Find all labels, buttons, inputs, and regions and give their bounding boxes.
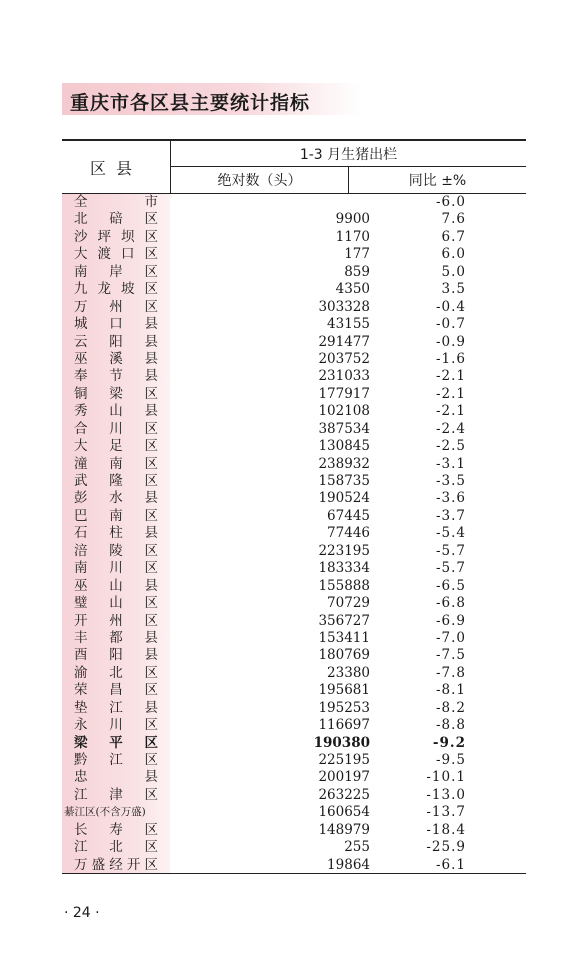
- table-row: [62, 299, 526, 316]
- row-label-cell: [62, 752, 170, 769]
- table-row: [62, 682, 526, 699]
- absolute-value: 263225: [318, 786, 370, 803]
- absolute-value: 102108: [318, 403, 370, 420]
- absolute-value: 43155: [327, 316, 370, 333]
- row-label-cell: [62, 508, 170, 525]
- yoy-value: -3.6: [435, 490, 466, 507]
- page-number: · 24 ·: [64, 905, 100, 921]
- absolute-value: 387534: [318, 420, 370, 437]
- district-name: 忠 县: [74, 769, 158, 786]
- district-name: 南 川 区: [74, 560, 158, 577]
- table-row: [62, 804, 526, 821]
- row-label-cell: [62, 246, 170, 263]
- row-label-cell: [62, 421, 170, 438]
- table-row: [62, 822, 526, 839]
- table-row: [62, 543, 526, 560]
- district-name: 巫 山 县: [74, 577, 158, 594]
- table-row: [62, 316, 526, 333]
- table-bottom-rule: [62, 873, 526, 874]
- district-name: 荣 昌 区: [74, 682, 158, 699]
- table-row: [62, 490, 526, 507]
- absolute-value: 180769: [318, 647, 370, 664]
- absolute-value: 203752: [318, 350, 370, 367]
- district-name: 石 柱 县: [74, 525, 158, 542]
- district-name: 铜 梁 区: [74, 385, 158, 402]
- row-label-cell: [62, 822, 170, 839]
- yoy-value: 6.0: [441, 246, 466, 263]
- absolute-value: 158735: [318, 473, 370, 489]
- row-label-cell: [62, 839, 170, 856]
- row-label-cell: [62, 473, 170, 490]
- row-label-cell: [62, 211, 170, 228]
- absolute-value: 291477: [318, 333, 370, 350]
- absolute-value: 155888: [318, 577, 370, 594]
- district-name: 潼 南 区: [74, 455, 158, 472]
- district-name: 全 市: [74, 194, 158, 210]
- table-row: [62, 438, 526, 455]
- column-header-absolute: 绝对数（头）: [217, 173, 302, 189]
- absolute-value: 303328: [318, 298, 370, 315]
- row-label-cell: [62, 682, 170, 699]
- absolute-value: 9900: [335, 211, 370, 228]
- district-name: 沙 坪 坝 区: [74, 228, 158, 245]
- yoy-value: -2.1: [435, 385, 466, 402]
- yoy-value: -6.8: [435, 595, 466, 612]
- absolute-value: 190380: [313, 734, 370, 751]
- district-name: 璧 山 区: [74, 595, 158, 612]
- yoy-value: -6.5: [435, 577, 466, 594]
- row-label-cell: [62, 264, 170, 281]
- row-label-cell: [62, 560, 170, 577]
- column-header-district: 区县: [89, 158, 142, 178]
- absolute-value: 177917: [318, 385, 370, 402]
- yoy-value: -10.1: [426, 769, 466, 786]
- table-row: [62, 595, 526, 612]
- row-label-cell: [62, 665, 170, 682]
- absolute-value: 195681: [318, 682, 370, 699]
- row-label-cell: [62, 368, 170, 385]
- district-name: 南 岸 区: [74, 263, 158, 280]
- table-row: [62, 351, 526, 368]
- district-name: 涪 陵 区: [74, 542, 158, 559]
- table-row: [62, 264, 526, 281]
- absolute-value: 190524: [318, 490, 370, 507]
- absolute-value: 183334: [318, 560, 370, 577]
- row-label-cell: [62, 281, 170, 298]
- absolute-value: 195253: [318, 699, 370, 716]
- yoy-value: -9.2: [432, 734, 466, 751]
- yoy-value: -6.1: [435, 856, 466, 873]
- district-name: 梁 平 区: [74, 734, 158, 751]
- absolute-value: 77446: [327, 525, 370, 542]
- row-label-cell: [62, 456, 170, 473]
- yoy-value: -0.9: [435, 333, 466, 350]
- page-title: 重庆市各区县主要统计指标: [70, 92, 311, 114]
- table-row: [62, 717, 526, 734]
- district-name: 长 寿 区: [74, 821, 158, 838]
- row-label-cell: [62, 386, 170, 403]
- row-label-cell: [62, 194, 170, 211]
- table-row: [62, 525, 526, 542]
- row-label-cell: [62, 334, 170, 351]
- yoy-value: -6.0: [435, 194, 466, 210]
- yoy-value: -5.7: [435, 560, 466, 577]
- table-row: [62, 578, 526, 595]
- row-label-cell: [62, 316, 170, 333]
- table-row: [62, 508, 526, 525]
- district-name: 大 渡 口 区: [74, 246, 158, 263]
- yoy-value: 3.5: [441, 281, 466, 298]
- district-name: 彭 水 县: [74, 490, 158, 507]
- district-name: 合 川 区: [74, 420, 158, 437]
- row-label-cell: [62, 438, 170, 455]
- district-name: 江 津 区: [74, 786, 158, 803]
- row-label-cell: [62, 647, 170, 664]
- yoy-value: -13.7: [426, 804, 466, 821]
- yoy-value: 5.0: [441, 263, 466, 280]
- absolute-value: 130845: [318, 438, 370, 455]
- yoy-value: -7.5: [435, 647, 466, 664]
- yoy-value: -3.7: [435, 507, 466, 524]
- district-name: 九 龙 坡 区: [74, 281, 158, 298]
- row-label-cell: [62, 700, 170, 717]
- table-row: [62, 368, 526, 385]
- table-row: [62, 194, 526, 211]
- yoy-value: -2.1: [435, 368, 466, 385]
- row-label-cell: [62, 351, 170, 368]
- yoy-value: -2.4: [435, 420, 466, 437]
- district-name: 城 口 县: [74, 316, 158, 333]
- table-row: [62, 229, 526, 246]
- district-name: 江 北 区: [74, 839, 158, 856]
- yoy-value: -2.1: [435, 403, 466, 420]
- row-label-cell: [62, 735, 170, 752]
- yoy-value: -3.1: [435, 455, 466, 472]
- yoy-value: -13.0: [426, 786, 466, 803]
- row-label-cell: [62, 595, 170, 612]
- table-row: [62, 769, 526, 786]
- absolute-value: 148979: [318, 821, 370, 838]
- district-name: 万 盛 经 开 区: [74, 856, 158, 873]
- absolute-value: 4350: [335, 281, 370, 298]
- district-name: 开 州 区: [74, 612, 158, 629]
- absolute-value: 177: [344, 246, 370, 263]
- yoy-value: -1.6: [435, 350, 466, 367]
- district-name: 万 州 区: [74, 298, 158, 315]
- district-name: 永 川 区: [74, 717, 158, 734]
- table-row: [62, 735, 526, 752]
- district-name: 云 阳 县: [74, 333, 158, 350]
- absolute-value: 160654: [318, 804, 370, 821]
- yoy-value: -18.4: [426, 821, 466, 838]
- table-row: [62, 473, 526, 490]
- row-label-cell: [62, 857, 170, 874]
- yoy-value: -8.2: [435, 699, 466, 716]
- column-header-group: 1-3 月生猪出栏: [299, 147, 398, 163]
- district-name: 北 碚 区: [74, 211, 158, 228]
- table-row: [62, 334, 526, 351]
- table-body: [62, 194, 526, 874]
- row-label-cell: [62, 403, 170, 420]
- row-label-cell: [62, 543, 170, 560]
- absolute-value: 19864: [327, 856, 370, 873]
- row-label-cell: [62, 229, 170, 246]
- district-name: 巴 南 区: [74, 507, 158, 524]
- district-name: 黔 江 区: [74, 752, 158, 768]
- table-row: [62, 421, 526, 438]
- absolute-value: 225195: [318, 752, 370, 768]
- absolute-value: 153411: [318, 629, 370, 646]
- table-row: [62, 456, 526, 473]
- absolute-value: 223195: [318, 542, 370, 559]
- district-name: 酉 阳 县: [74, 647, 158, 664]
- table-row: [62, 613, 526, 630]
- yoy-value: -5.4: [435, 525, 466, 542]
- absolute-value: 238932: [318, 455, 370, 472]
- table-row: [62, 839, 526, 856]
- table-row: [62, 857, 526, 874]
- table-row: [62, 630, 526, 647]
- yoy-value: -25.9: [426, 839, 466, 856]
- district-name: 奉 节 县: [74, 368, 158, 385]
- absolute-value: 859: [344, 263, 370, 280]
- table-row: [62, 787, 526, 804]
- absolute-value: 231033: [318, 368, 370, 385]
- absolute-value: 1170: [335, 228, 370, 245]
- district-name: 巫 溪 县: [74, 350, 158, 367]
- absolute-value: 67445: [327, 507, 370, 524]
- row-label-cell: [62, 630, 170, 647]
- row-label-cell: [62, 490, 170, 507]
- absolute-value: 356727: [318, 612, 370, 629]
- absolute-value: 23380: [327, 664, 370, 681]
- table-row: [62, 752, 526, 769]
- table-row: [62, 700, 526, 717]
- table-row: [62, 386, 526, 403]
- yoy-value: -3.5: [435, 473, 466, 489]
- absolute-value: 255: [344, 839, 370, 856]
- district-name: 綦江区(不含万盛): [64, 806, 146, 819]
- yoy-value: 7.6: [441, 211, 466, 228]
- row-label-cell: [62, 769, 170, 786]
- table-row: [62, 281, 526, 298]
- yoy-value: -8.8: [435, 717, 466, 734]
- row-label-cell: [62, 578, 170, 595]
- yoy-value: -0.7: [435, 316, 466, 333]
- yoy-value: -8.1: [435, 682, 466, 699]
- district-name: 大 足 区: [74, 438, 158, 455]
- district-name: 渝 北 区: [74, 664, 158, 681]
- absolute-value: 116697: [318, 717, 370, 734]
- yoy-value: -0.4: [435, 298, 466, 315]
- yoy-value: 6.7: [441, 228, 466, 245]
- yoy-value: -5.7: [435, 542, 466, 559]
- table-row: [62, 246, 526, 263]
- table-row: [62, 211, 526, 228]
- yoy-value: -6.9: [435, 612, 466, 629]
- column-header-yoy: 同比 ±%: [408, 173, 467, 189]
- row-label-cell: [62, 613, 170, 630]
- absolute-value: 200197: [318, 769, 370, 786]
- row-label-cell: [62, 299, 170, 316]
- table-row: [62, 560, 526, 577]
- table-row: [62, 665, 526, 682]
- row-label-cell: [62, 717, 170, 734]
- absolute-value: 70729: [327, 595, 370, 612]
- district-name: 秀 山 县: [74, 403, 158, 420]
- yoy-value: -9.5: [435, 752, 466, 768]
- table-row: [62, 647, 526, 664]
- yoy-value: -2.5: [435, 438, 466, 455]
- district-name: 垫 江 县: [74, 699, 158, 716]
- district-name: 丰 都 县: [74, 629, 158, 646]
- district-name: 武 隆 区: [74, 473, 158, 489]
- row-label-cell: [62, 804, 170, 821]
- yoy-value: -7.8: [435, 664, 466, 681]
- row-label-cell: [62, 787, 170, 804]
- table-row: [62, 403, 526, 420]
- row-label-cell: [62, 525, 170, 542]
- yoy-value: -7.0: [435, 629, 466, 646]
